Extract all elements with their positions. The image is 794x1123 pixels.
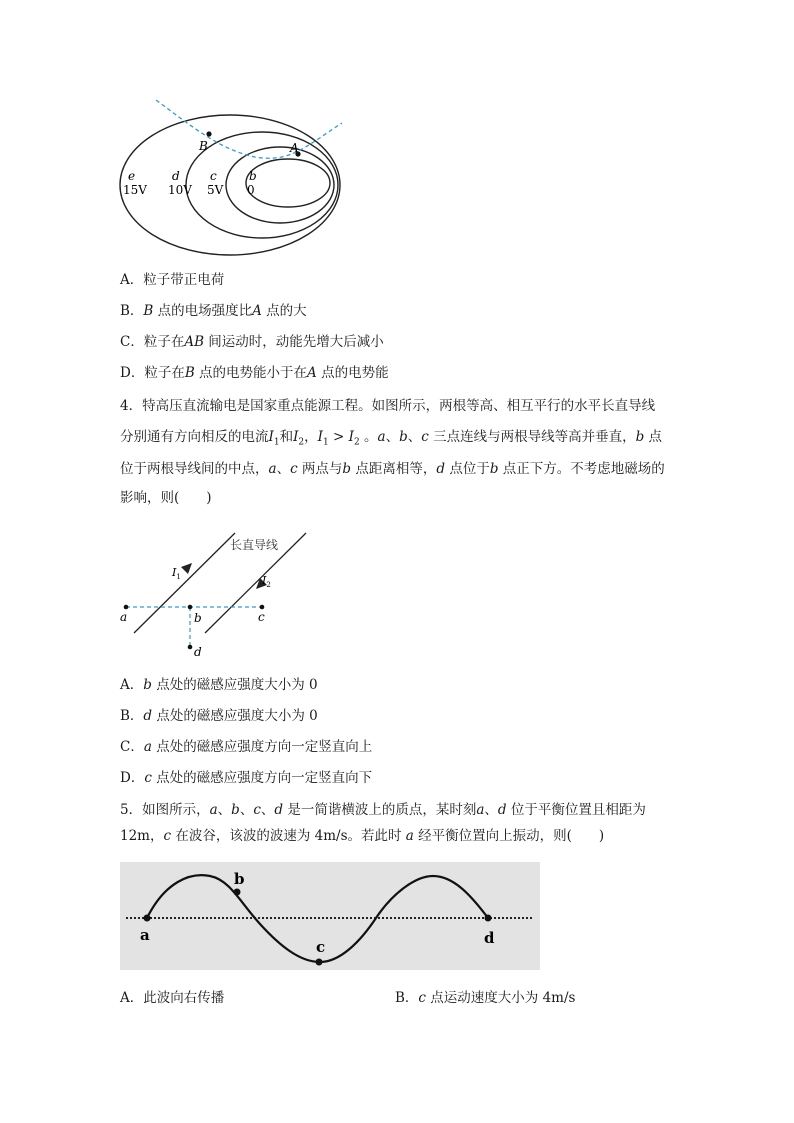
- point-c: [316, 959, 323, 966]
- point-B: [206, 131, 211, 136]
- option-prefix: C．: [120, 739, 144, 755]
- wave-figure: [120, 862, 540, 970]
- label-a: a: [140, 926, 150, 944]
- text: 。: [359, 429, 378, 445]
- text: >: [328, 429, 349, 445]
- q4-stem-line1: 4．特高压直流输电是国家重点能源工程。如图所示，两根等高、相互平行的水平长直导线: [120, 398, 656, 414]
- subscript: 2: [353, 437, 360, 448]
- text: 、: [260, 802, 275, 818]
- region-e-letter: e: [128, 169, 136, 183]
- option-text: A．粒子带正电荷: [120, 272, 225, 288]
- var-d: d: [497, 802, 507, 818]
- equipotential-b: [246, 159, 330, 207]
- subscript: 2: [298, 437, 305, 448]
- var-d: d: [143, 708, 153, 724]
- label-c: c: [258, 610, 265, 624]
- text: 、: [239, 802, 254, 818]
- var-I: I: [268, 429, 274, 445]
- var-I: I: [293, 429, 299, 445]
- text: 、: [385, 429, 400, 445]
- q5-stem-line2: [120, 826, 700, 846]
- var-b: b: [342, 461, 352, 477]
- text: 三点连线与两根导线等高并垂直，: [428, 429, 636, 445]
- text: 两点与: [297, 461, 343, 477]
- q3-option-d[interactable]: [120, 363, 700, 383]
- var-B: B: [143, 303, 154, 319]
- text: ，: [304, 429, 318, 445]
- text: 分别通有方向相反的电流: [120, 429, 269, 445]
- point-b: [234, 889, 241, 896]
- option-text: 点处的磁感应强度方向一定竖直向上: [151, 739, 373, 755]
- var-a: a: [405, 828, 414, 844]
- var-c: c: [421, 429, 429, 445]
- option-prefix: B．: [395, 990, 419, 1006]
- point-d: [188, 645, 193, 650]
- point-a: [144, 915, 151, 922]
- text: 经平衡位置向上振动，则( ): [413, 828, 605, 844]
- text: 5．如图所示，: [120, 802, 210, 818]
- point-c: [260, 605, 265, 610]
- option-text: 点处的磁感应强度大小为 0: [152, 708, 318, 724]
- option-prefix: C．粒子在: [120, 334, 185, 350]
- var-b: b: [399, 429, 408, 445]
- option-prefix: B．: [120, 708, 144, 724]
- option-prefix: A．: [120, 677, 144, 693]
- text: 、: [217, 802, 232, 818]
- option-text: 点运动速度大小为 4m/s: [425, 990, 576, 1006]
- option-prefix: D．粒子在: [120, 365, 185, 381]
- label-a: a: [120, 610, 128, 624]
- text: 和: [279, 429, 294, 445]
- var-B: B: [184, 365, 195, 381]
- q5-option-a[interactable]: [120, 988, 360, 1008]
- particle-trajectory: [156, 100, 342, 158]
- text: 点正下方。不考虑地磁场的: [498, 461, 665, 477]
- label-b: b: [194, 611, 202, 625]
- text: 点: [644, 429, 663, 445]
- var-a: a: [476, 802, 485, 818]
- var-c: c: [163, 828, 172, 844]
- label-b: b: [234, 870, 245, 888]
- point-a: [124, 605, 129, 610]
- option-text: A．此波向右传播: [120, 990, 225, 1006]
- subscript: 1: [323, 437, 329, 448]
- q4-option-b[interactable]: [120, 706, 700, 726]
- q5-stem-line1: [120, 800, 700, 820]
- var-c: c: [144, 770, 152, 786]
- q3-option-b[interactable]: [120, 301, 700, 321]
- wires-figure: [112, 525, 322, 665]
- var-A: A: [307, 365, 317, 381]
- text: 在波谷，该波的波速为 4m/s。若此时: [171, 828, 406, 844]
- q4-stem-line3: [120, 459, 700, 479]
- label-I1: $I_1$: [172, 566, 181, 581]
- region-b-voltage: 0: [247, 183, 255, 197]
- equipotential-e: [120, 115, 340, 255]
- var-d: d: [274, 802, 284, 818]
- region-d-voltage: 10V: [168, 183, 192, 197]
- equipotential-figure: [110, 95, 360, 265]
- q4-option-c[interactable]: [120, 737, 700, 757]
- option-text: 点的电势能小于在: [194, 365, 308, 381]
- var-AB: AB: [184, 334, 205, 350]
- option-text: 间运动时，动能先增大后减小: [204, 334, 384, 350]
- text: 、: [276, 461, 291, 477]
- region-c-voltage: 5V: [207, 183, 224, 197]
- point-d: [485, 915, 492, 922]
- option-text: 点的大: [261, 303, 307, 319]
- option-text: 点的电势能: [316, 365, 389, 381]
- region-b-letter: b: [249, 169, 257, 183]
- var-c: c: [418, 990, 426, 1006]
- q4-stem-line4: 影响，则( ): [120, 490, 212, 506]
- var-b: b: [489, 461, 499, 477]
- option-text: 点处的磁感应强度方向一定竖直向下: [151, 770, 373, 786]
- subscript: 1: [273, 437, 280, 448]
- label-d: d: [484, 929, 495, 947]
- text: 是一简谐横波上的质点，某时刻: [283, 802, 477, 818]
- var-d: d: [436, 461, 446, 477]
- q5-option-b[interactable]: [395, 988, 695, 1008]
- text: 位于两根导线间的中点，: [120, 461, 269, 477]
- var-c: c: [290, 461, 298, 477]
- wire-title: 长直导线: [230, 538, 279, 552]
- var-c: c: [253, 802, 261, 818]
- label-I2: $I_2$: [262, 574, 271, 589]
- var-a: a: [377, 429, 386, 445]
- var-I: I: [317, 429, 323, 445]
- text: 位于平衡位置且相距为: [506, 802, 646, 818]
- region-d-letter: d: [172, 169, 180, 183]
- text: 点距离相等，: [351, 461, 437, 477]
- equipotential-c: [226, 147, 334, 223]
- var-A: A: [252, 303, 262, 319]
- var-a: a: [143, 739, 152, 755]
- q4-option-d[interactable]: [120, 768, 700, 788]
- q3-option-c[interactable]: [120, 332, 700, 352]
- arrow-I1-icon: [181, 563, 192, 574]
- text: 、: [484, 802, 498, 818]
- var-b: b: [635, 429, 645, 445]
- q3-option-a[interactable]: [120, 270, 700, 290]
- var-b: b: [143, 677, 152, 693]
- label-A: A: [290, 141, 299, 155]
- label-d: d: [194, 645, 202, 659]
- text: 点位于: [445, 461, 490, 477]
- var-b: b: [231, 802, 240, 818]
- option-text: 点的电场强度比: [153, 303, 253, 319]
- text: 、: [407, 429, 422, 445]
- label-c: c: [316, 938, 326, 956]
- region-c-letter: c: [210, 169, 217, 183]
- point-b: [188, 605, 193, 610]
- q4-stem-line2: [120, 427, 700, 453]
- q4-option-a[interactable]: [120, 675, 700, 695]
- region-e-voltage: 15V: [123, 183, 147, 197]
- label-B: B: [199, 139, 208, 153]
- option-prefix: D．: [120, 770, 145, 786]
- var-I: I: [348, 429, 354, 445]
- var-a: a: [209, 802, 218, 818]
- option-text: 点处的磁感应强度大小为 0: [151, 677, 318, 693]
- var-a: a: [268, 461, 277, 477]
- option-prefix: B．: [120, 303, 144, 319]
- text: 12m，: [120, 828, 164, 844]
